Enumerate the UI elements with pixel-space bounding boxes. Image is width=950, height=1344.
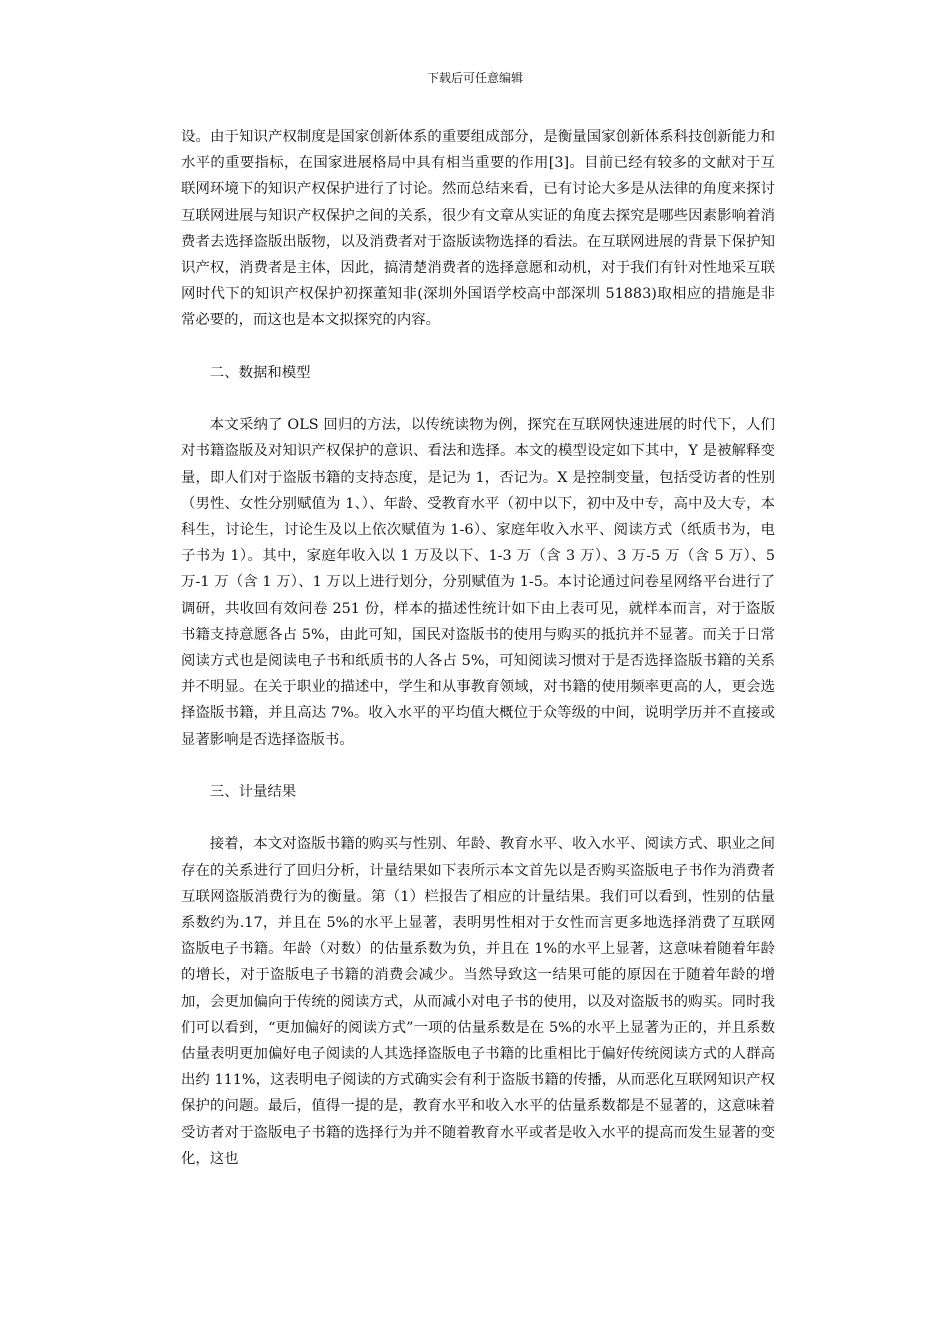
section-heading-results: 三、计量结果	[209, 784, 297, 801]
paragraph-intro-continued: 设。由于知识产权制度是国家创新体系的重要组成部分，是衡量国家创新体系科技创新能力和水平的重要指标，在国家进展格局中具有相当重要的作用[3]。目前已经有较多的文献对于互联网环境下的知识产权保护进行了讨论。然而总结来看，已有讨论大多是从法律的角度来探讨互联网进展与知识产权保护之间的关系，很少有文章从实证的角度去探究是哪些因素影响着消费者去选择盗版出版物，以及消费者对于盗版读物选择的看法。在互联网进展的背景下保护知识产权，消费者是主体，因此，搞清楚消费者的选择意愿和动机，对于我们有针对性地采互联网时代下的知识产权保护初探董知非(深圳外国语学校高中部深圳 51883)取相应的措施是非常必要的，而这也是本文拟探究的内容。	[181, 129, 775, 329]
page-header: 下载后可任意编辑	[426, 71, 523, 85]
spacer	[181, 753, 775, 779]
section-heading-data-model: 二、数据和模型	[209, 364, 311, 381]
paragraph-data-model: 本文采纳了 OLS 回归的方法，以传统读物为例，探究在互联网快速进展的时代下，人们对书籍盗版及对知识产权保护的意识、看法和选择。本文的模型设定如下其中，Y 是被解释变量，即人们对于盗版书籍的支持态度，是记为 1，否记为。X 是控制变量，包括受访者的性别（男性、女性分别赋值为 1、）、年龄、受教育水平（初中以下，初中及中专，高中及大专，本科生，讨论生，讨论生及以上依次赋值为 1-6）、家庭年收入水平、阅读方式（纸质书为，电子书为 1）。其中，家庭年收入以 1 万及以下、1-3 万（含 3 万）、3 万-5 万（含 5 万）、5 万-1 万（含 1 万）、1 万以上进行划分，分别赋值为 1-5。本讨论通过问卷星网络平台进行了调研，共收回有效问卷 251 份，样本的描述性统计如下由上表可见，就样本而言，对于盗版书籍支持意愿各占 5%，由此可知，国民对盗版书的使用与购买的抵抗并不显著。而关于日常阅读方式也是阅读电子书和纸质书的人各占 5%，可知阅读习惯对于是否选择盗版书籍的关系并不明显。在关于职业的描述中，学生和从事教育领域，对书籍的使用频率更高的人，更会选择盗版书籍，并且高达 7%。收入水平的平均值大概位于众等级的中间，说明学历并不直接或显著影响是否选择盗版书。	[181, 417, 775, 748]
body-text	[181, 124, 775, 1172]
paragraph-results: 接着，本文对盗版书籍的购买与性别、年龄、教育水平、收入水平、阅读方式、职业之间存在的关系进行了回归分析，计量结果如下表所示本文首先以是否购买盗版电子书作为消费者互联网盗版消费行为的衡量。第（1）栏报告了相应的计量结果。我们可以看到，性别的估量系数约为.17，并且在 5%的水平上显著，表明男性相对于女性而言更多地选择消费了互联网盗版电子书籍。年龄（对数）的估量系数为负，并且在 1%的水平上显著，这意味着随着年龄的增长，对于盗版电子书籍的消费会减少。当然导致这一结果可能的原因在于随着年龄的增加，会更加偏向于传统的阅读方式，从而减小对电子书的使用，以及对盗版书的购买。同时我们可以看到，“更加偏好的阅读方式”一项的估量系数是在 5%的水平上显著为正的，并且系数估量表明更加偏好电子阅读的人其选择盗版电子书籍的比重相比于偏好传统阅读方式的人群高出约 111%，这表明电子阅读的方式确实会有利于盗版书籍的传播，从而恶化互联网知识产权保护的问题。最后，值得一提的是，教育水平和收入水平的估量系数都是不显著的，这意味着受访者对于盗版电子书籍的选择行为并不随着教育水平或者是收入水平的提高而发生显著的变化，这也	[181, 836, 775, 1167]
spacer	[181, 334, 775, 360]
spacer	[181, 386, 775, 412]
spacer	[181, 805, 775, 831]
